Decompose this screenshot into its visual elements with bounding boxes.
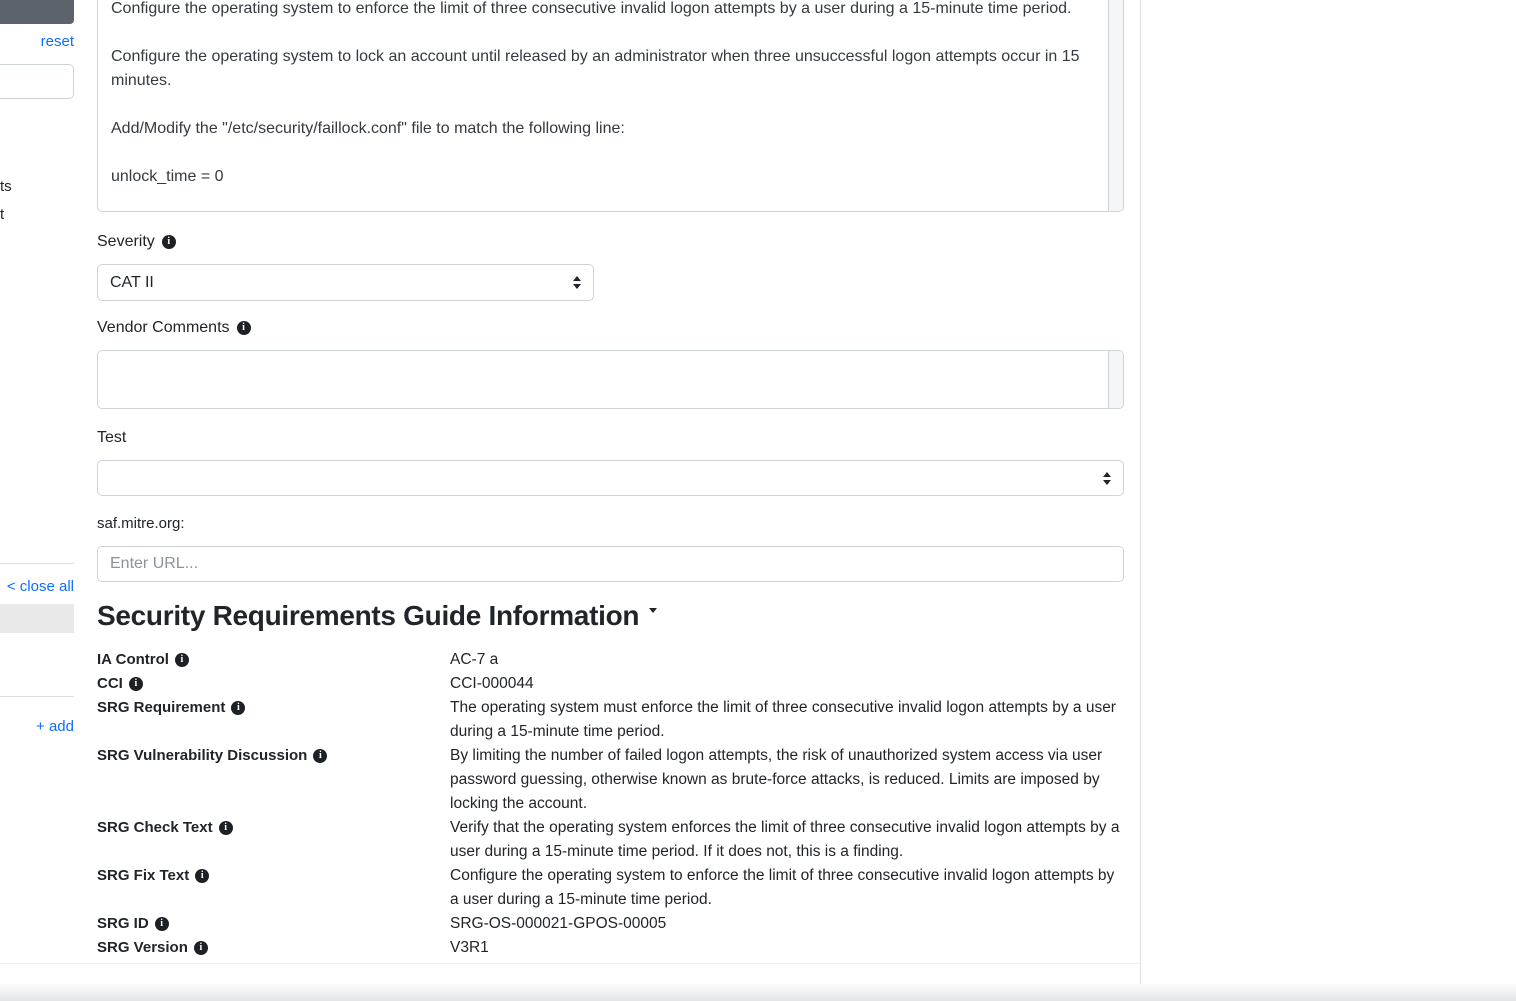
srg-info-row: [97, 744, 1124, 816]
divider: [0, 696, 74, 697]
fix-text-paragraph: Add/Modify the "/etc/security/faillock.conf" file to match the following line:: [111, 120, 625, 137]
chevron-down-icon: [649, 608, 657, 613]
info-icon[interactable]: i: [129, 677, 143, 691]
info-icon[interactable]: i: [175, 653, 189, 667]
fix-text-paragraph: Configure the operating system to lock an account until released by an administrator when three unsuccessful logon attempts occur in 15 minutes.: [111, 48, 1080, 89]
divider: [0, 563, 74, 564]
srg-info-list: [97, 648, 1124, 960]
srg-field-label: SRG Fix Text i: [97, 864, 450, 912]
srg-field-value: AC-7 a: [450, 651, 499, 668]
srg-field-label: SRG Requirement i: [97, 696, 450, 744]
sidebar-selected-item[interactable]: [0, 604, 74, 633]
srg-info-row: [97, 912, 1124, 936]
srg-field-label: IA Control i: [97, 648, 450, 672]
vendor-comments-label: Vendor Comments i: [97, 319, 251, 337]
srg-info-row: [97, 696, 1124, 744]
srg-field-value: Configure the operating system to enforce the limit of three consecutive invalid logon attempts by a user during a 15-minute time period.: [450, 867, 1115, 908]
info-icon[interactable]: i: [195, 869, 209, 883]
fix-text-content: [98, 0, 1123, 201]
info-icon[interactable]: i: [155, 917, 169, 931]
srg-field-value: By limiting the number of failed logon attempts, the risk of unauthorized system access via user password guessing, otherwise known as brute-force attacks, is reduced. Limits are imposed by locking the account.: [450, 747, 1103, 812]
footer-bar: [0, 984, 1516, 1001]
divider: [0, 963, 1141, 964]
severity-label: Severity i: [97, 233, 176, 251]
fix-text-paragraph: Configure the operating system to enforce the limit of three consecutive invalid logon attempts by a user during a 15-minute time period.: [111, 0, 1072, 17]
severity-value: CAT II: [110, 273, 154, 291]
fix-text-paragraph: unlock_time = 0: [111, 168, 224, 185]
sidebar-item-label: t: [0, 206, 5, 223]
severity-select[interactable]: [97, 264, 594, 301]
srg-info-row: [97, 936, 1124, 960]
srg-field-value: Verify that the operating system enforces the limit of three consecutive invalid logon attempts by a user during a 15-minute time period. If it does not, this is a finding.: [450, 819, 1120, 860]
srg-info-row: [97, 672, 1124, 696]
srg-field-value: V3R1: [450, 939, 489, 956]
select-updown-icon: [573, 276, 581, 289]
sidebar-item-label: ts: [0, 178, 12, 195]
srg-info-row: [97, 864, 1124, 912]
reset-link[interactable]: reset: [40, 33, 74, 50]
panel-divider: [1140, 0, 1141, 985]
sidebar-top-button[interactable]: [0, 0, 74, 24]
vendor-comments-textarea[interactable]: [97, 350, 1124, 409]
info-icon[interactable]: i: [219, 821, 233, 835]
srg-field-label: SRG Check Text i: [97, 816, 450, 864]
test-select[interactable]: [97, 460, 1124, 496]
info-icon[interactable]: i: [237, 321, 251, 335]
add-link[interactable]: + add: [36, 718, 74, 735]
close-all-link[interactable]: < close all: [6, 578, 74, 595]
srg-field-value: The operating system must enforce the limit of three consecutive invalid logon attempts by a user during a 15-minute time period.: [450, 699, 1116, 740]
left-sidebar: [0, 0, 75, 1001]
sidebar-input[interactable]: [0, 64, 74, 99]
select-updown-icon: [1103, 472, 1111, 485]
saf-url-input[interactable]: [97, 546, 1124, 582]
srg-field-label: SRG ID i: [97, 912, 450, 936]
textarea-scrollbar[interactable]: [1108, 0, 1123, 211]
srg-field-value: CCI-000044: [450, 675, 534, 692]
fix-text-textarea[interactable]: [97, 0, 1124, 212]
srg-field-label: SRG Version i: [97, 936, 450, 960]
srg-field-label: SRG Vulnerability Discussion i: [97, 744, 450, 816]
srg-info-row: [97, 816, 1124, 864]
saf-mitre-label: saf.mitre.org:: [97, 515, 185, 532]
rule-editor-panel: [97, 0, 1124, 1001]
info-icon[interactable]: i: [231, 701, 245, 715]
info-icon[interactable]: i: [313, 749, 327, 763]
info-icon[interactable]: i: [194, 941, 208, 955]
srg-field-value: SRG-OS-000021-GPOS-00005: [450, 915, 667, 932]
srg-field-label: CCI i: [97, 672, 450, 696]
srg-section-title[interactable]: Security Requirements Guide Information: [97, 600, 657, 632]
test-label: Test: [97, 429, 127, 446]
info-icon[interactable]: i: [162, 235, 176, 249]
textarea-scrollbar[interactable]: [1108, 351, 1123, 408]
srg-info-row: [97, 648, 1124, 672]
